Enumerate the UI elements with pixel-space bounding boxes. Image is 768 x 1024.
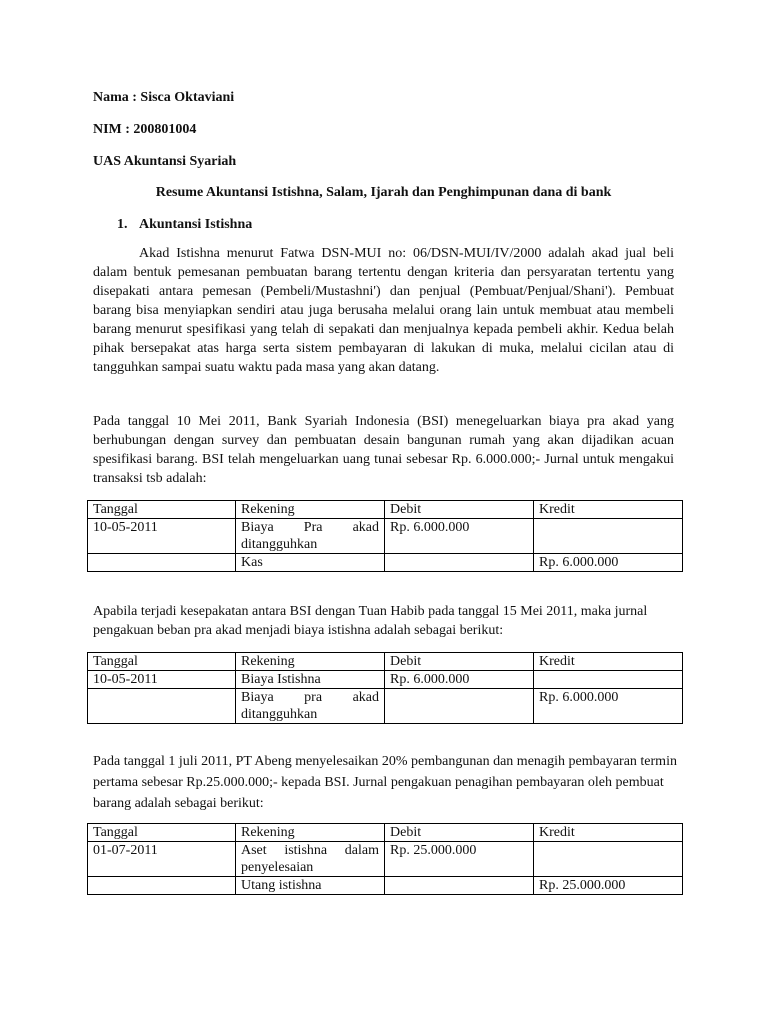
header-rekening: Rekening — [236, 653, 385, 671]
table-row — [88, 689, 683, 724]
cell-date — [88, 689, 236, 724]
cell-account: Biaya pra akad ditangguhkan — [236, 689, 385, 724]
cell-account: Biaya Istishna — [236, 671, 385, 689]
cell-debit: Rp. 25.000.000 — [385, 842, 534, 877]
cell-debit — [385, 689, 534, 724]
cell-date: 01-07-2011 — [88, 842, 236, 877]
header-debit: Debit — [385, 501, 534, 519]
header-kredit: Kredit — [534, 501, 683, 519]
cell-account: Kas — [236, 554, 385, 572]
course-title: UAS Akuntansi Syariah — [93, 154, 237, 169]
journal-table-3 — [87, 823, 683, 895]
table-header-row — [88, 501, 683, 519]
table-header-row — [88, 653, 683, 671]
table-row — [88, 519, 683, 554]
cell-date — [88, 877, 236, 895]
table-row — [88, 554, 683, 572]
cell-credit: Rp. 25.000.000 — [534, 877, 683, 895]
cell-debit: Rp. 6.000.000 — [385, 671, 534, 689]
cell-date — [88, 554, 236, 572]
cell-credit — [534, 519, 683, 554]
cell-date: 10-05-2011 — [88, 671, 236, 689]
case2-paragraph: Apabila terjadi kesepakatan antara BSI dengan Tuan Habib pada tanggal 15 Mei 2011, maka jurnal pengakuan beban pra akad menjadi biaya istishna adalah sebagai berikut: — [93, 604, 648, 638]
journal-table-1 — [87, 500, 683, 572]
journal-table-2 — [87, 652, 683, 724]
table-header-row — [88, 824, 683, 842]
header-kredit: Kredit — [534, 653, 683, 671]
cell-debit: Rp. 6.000.000 — [385, 519, 534, 554]
cell-date: 10-05-2011 — [88, 519, 236, 554]
header-rekening: Rekening — [236, 501, 385, 519]
cell-credit: Rp. 6.000.000 — [534, 689, 683, 724]
section-number: 1. — [117, 217, 128, 232]
header-debit: Debit — [385, 653, 534, 671]
student-nim: NIM : 200801004 — [93, 122, 197, 137]
header-tanggal: Tanggal — [88, 653, 236, 671]
cell-debit — [385, 877, 534, 895]
header-rekening: Rekening — [236, 824, 385, 842]
document-title: Resume Akuntansi Istishna, Salam, Ijarah dan Penghimpunan dana di bank — [155, 185, 612, 200]
cell-account: Aset istishna dalam penyelesaian — [236, 842, 385, 877]
cell-credit — [534, 671, 683, 689]
table-row — [88, 877, 683, 895]
cell-account: Biaya Pra akad ditangguhkan — [236, 519, 385, 554]
header-kredit: Kredit — [534, 824, 683, 842]
istishna-definition: Akad Istishna menurut Fatwa DSN-MUI no: 06/DSN-MUI/IV/2000 adalah akad jual beli dalam bentuk pemesanan pembuatan barang tertentu dengan kriteria dan persyaratan tertentu yang disepakati antara pemesan (Pembeli/Mustashni') dan penjual (Pembuat/Penjual/Shani'). Pembuat barang bisa menyiapkan sendiri atau juga berusaha melalui orang lain untuk membuat atau membeli barang menurut spesifikasi yang telah di sepakati dan menjualnya kepada pembeli akhir. Kedua belah pihak bersepakat atas harga serta sistem pembayaran di lakukan di muka, melalui cicilan atau di tangguhkan sampai suatu waktu pada masa yang akan datang. — [93, 246, 674, 375]
cell-debit — [385, 554, 534, 572]
header-tanggal: Tanggal — [88, 501, 236, 519]
cell-credit: Rp. 6.000.000 — [534, 554, 683, 572]
header-debit: Debit — [385, 824, 534, 842]
case3-paragraph: Pada tanggal 1 juli 2011, PT Abeng menyelesaikan 20% pembangunan dan menagih pembayaran termin pertama sebesar Rp.25.000.000;- kepada BSI. Jurnal pengakuan penagihan pembayaran oleh pembuat barang adalah sebagai berikut: — [93, 754, 677, 811]
section-title: Akuntansi Istishna — [139, 217, 253, 232]
table-row — [88, 842, 683, 877]
header-tanggal: Tanggal — [88, 824, 236, 842]
case1-paragraph: Pada tanggal 10 Mei 2011, Bank Syariah Indonesia (BSI) menegeluarkan biaya pra akad yang berhubungan dengan survey dan pembuatan desain bangunan rumah yang akan dijadikan acuan spesifikasi barang. BSI telah mengeluarkan uang tunai sebesar Rp. 6.000.000;- Jurnal untuk mengakui transaksi tsb adalah: — [93, 414, 674, 486]
student-name: Nama : Sisca Oktaviani — [93, 90, 235, 105]
cell-account: Utang istishna — [236, 877, 385, 895]
cell-credit — [534, 842, 683, 877]
table-row — [88, 671, 683, 689]
